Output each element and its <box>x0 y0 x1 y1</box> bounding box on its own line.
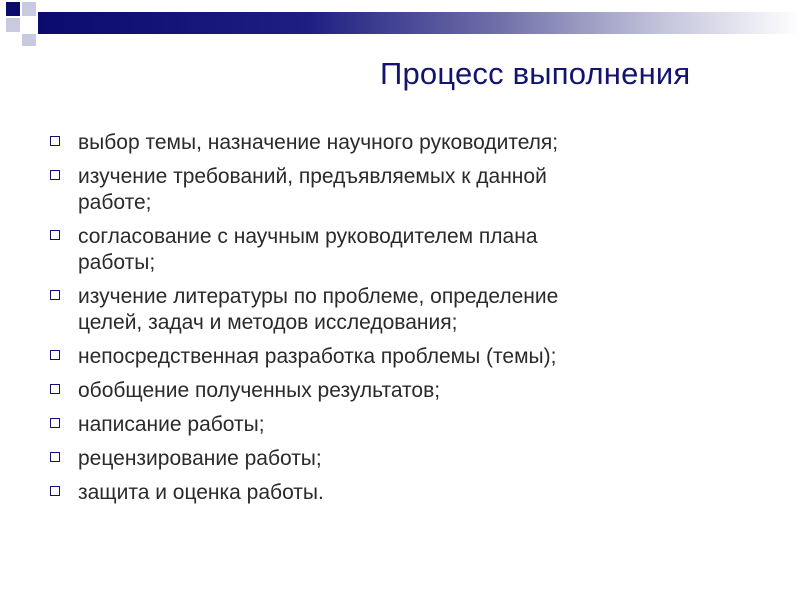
hollow-square-icon <box>50 418 60 428</box>
decor-square-icon <box>22 18 36 32</box>
header-decoration <box>0 0 800 48</box>
list-item <box>48 412 748 438</box>
list-item <box>48 284 748 336</box>
list-item <box>48 446 748 472</box>
list-item <box>48 130 748 156</box>
hollow-square-icon <box>50 230 60 240</box>
list-item-text: написание работы; <box>78 413 265 436</box>
decor-square-icon <box>22 34 36 46</box>
hollow-square-icon <box>50 350 60 360</box>
decor-square-icon <box>6 18 20 32</box>
list-item <box>48 164 748 216</box>
decor-square-icon <box>22 2 36 16</box>
list-item-text: согласование с научным руководителем плана работы; <box>78 225 538 274</box>
hollow-square-icon <box>50 384 60 394</box>
list-item <box>48 480 748 506</box>
decor-square-icon <box>6 34 20 46</box>
list-item-text: непосредственная разработка проблемы (темы); <box>78 345 557 368</box>
decor-square-icon <box>6 2 20 16</box>
bullet-list <box>48 130 748 514</box>
list-item <box>48 378 748 404</box>
list-item-text: обобщение полученных результатов; <box>78 379 441 402</box>
hollow-square-icon <box>50 136 60 146</box>
hollow-square-icon <box>50 170 60 180</box>
hollow-square-icon <box>50 486 60 496</box>
slide-title: Процесс выполнения <box>380 56 691 91</box>
list-item-text: изучение литературы по проблеме, определение целей, задач и методов исследования; <box>78 285 559 334</box>
list-item-text: выбор темы, назначение научного руководителя; <box>78 131 559 154</box>
list-item <box>48 224 748 276</box>
list-item-text: защита и оценка работы. <box>78 481 324 504</box>
list-item <box>48 344 748 370</box>
list-item-text: рецензирование работы; <box>78 447 322 470</box>
hollow-square-icon <box>50 290 60 300</box>
list-item-text: изучение требований, предъявляемых к данной работе; <box>78 165 547 214</box>
hollow-square-icon <box>50 452 60 462</box>
header-gradient-bar <box>38 12 800 34</box>
